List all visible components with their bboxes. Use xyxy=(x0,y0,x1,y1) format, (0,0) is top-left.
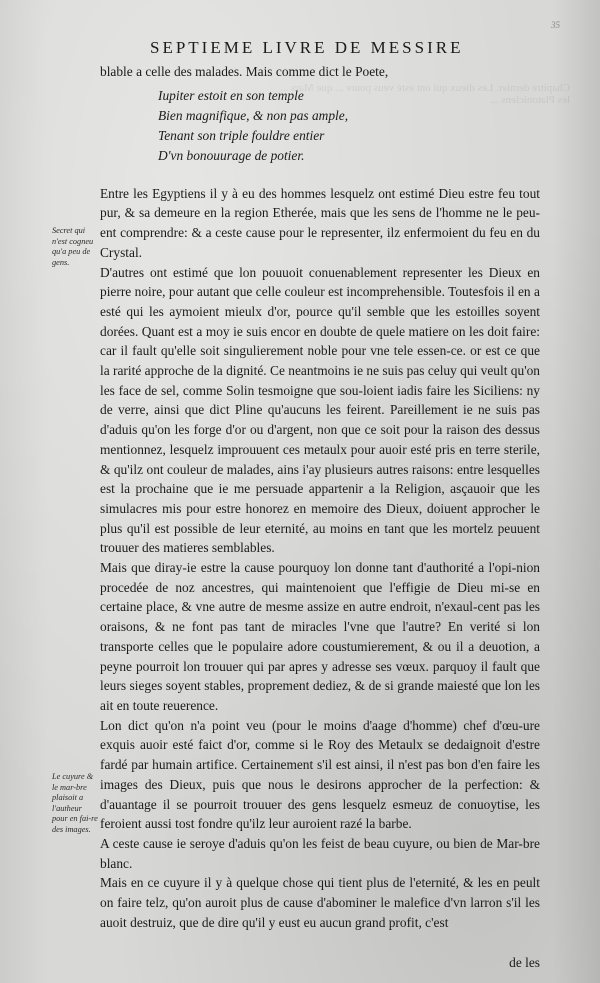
paragraph: Mais en ce cuyure il y à quelque chose qui tient plus de l'eternité, & les en peult on faire telz, qu'on auroit plus de cause d'abominer le malefice d'vn larron s'il les auoit destruiz, que de dire qu'il y eust eu aucun grand profit, c'est xyxy=(100,875,540,930)
page-number: 35 xyxy=(551,20,560,30)
paragraph: Mais que diray-ie estre la cause pourquoy lon donne tant d'authorité a l'opi-nion procedée de noz ancestres, qui maintenoient que l'effigie de Dieu mi-se en certaine place, & vne autre de mesme assize en autre endroit, n'exaul-cent pas les oraisons, & ne font pas tant de miracles l'vne que l'autre? En verité si lon transporte celles que le populaire adore coustumierement, & ou il a deuotion, a peyne pourroit lon trouuer qui par apres y adresse ses vœux. parquoy il fault que leurs sieges soyent stables, proprement dediez, & de si grande maiesté que lon les ait en toute reuerence. xyxy=(100,560,540,713)
marginal-note: Le cuyure & le mar-bre plaisoit a l'autheur pour en fai-re des images. xyxy=(52,772,98,834)
bleed-through-text: Chapitre dernier. Les dieux qui ont esté veus poure ... que Mars ... les Platoniciens ... xyxy=(280,82,570,106)
catchword: de les xyxy=(509,955,540,970)
verse-quotation xyxy=(158,86,540,166)
verse-line: Tenant son triple fouldre entier xyxy=(158,127,325,143)
opening-line: blable a celle des malades. Mais comme dict le Poete, xyxy=(100,64,389,79)
paragraph: A ceste cause ie seroye d'aduis qu'on les feist de beau cuyure, ou bien de Mar-bre blanc. xyxy=(100,835,540,871)
paragraph: Entre les Egyptiens il y à eu des hommes lesquelz ont estimé Dieu estre feu tout pur, & sa demeure en la region Etherée, mais que les sens de l'homme ne le peu-ent comprendre: & a ceste cause pour le representer, ilz enfermoient du feu en du Crystal. xyxy=(100,185,540,260)
verse-line: Iupiter estoit en son temple xyxy=(158,87,304,103)
verse-line: D'vn bonouurage de potier. xyxy=(158,147,305,163)
verse-line: Bien magnifique, & non pas ample, xyxy=(158,107,349,123)
paragraph: D'autres ont estimé que lon pouuoit conuenablement representer les Dieux en pierre noire, pour autant que celle couleur est incomprehensible. Toutesfois il en a esté qui les aymoient mieulx d'or, pource qu'il semble que les estoilles soyent dorées. Quant est a moy ie suis encor en doubte de quele matiere on les doit faire: car il fault qu'elle soit singulierement noble pour vne tele essen-ce. or est ce que la rarité approche de la dignité. Ce neantmoins ie ne suis pas celuy qui veult qu'on les face de sel, comme Solin tesmoigne que sou-loient iadis faire les Siciliens: ny de verre, ainsi que dict Pline qu'aucuns les feirent. Pareillement ie ne suis pas d'aduis qu'on les forge d'or ou d'argent, non que ce soit pour la raison des dessus mentionnez, lesquelz improuuent ces metaulx pour auoir esté pris en terre sterile, & qu'ilz ont couleur de malades, ains i'ay plusieurs autres raisons: entre lesquelles est la prochaine que ie me persuade appartenir a la Religion, asçauoir que les simulacres mis pour estre honorez en memoire des Dieux, doiuent approcher le plus qu'il est possible de leur eternité, au moins en tant que les mortelz peuuent trouuer des matieres semblables. xyxy=(100,264,540,556)
paragraph: Lon dict qu'on n'a point veu (pour le moins d'aage d'homme) chef d'œu-ure exquis auoir esté faict d'or, comme si le Roy des Metaulx se dedaignoit d'estre fardé par humain artifice. Certainement s'il est ainsi, il n'est pas bon d'en faire les images des Dieux, puis que nous le desirons approcher de la perfection: & d'auantage il se pourroit trouuer des gens lesquelz esmeuz de conuoytise, les feroient aussi tost fondre qu'ilz leur auroient razé la barbe. xyxy=(100,717,540,832)
marginal-note: Secret qui n'est cogneu qu'a peu de gens. xyxy=(52,226,94,267)
body-text xyxy=(100,62,540,932)
running-head: SEPTIEME LIVRE DE MESSIRE xyxy=(150,38,464,57)
